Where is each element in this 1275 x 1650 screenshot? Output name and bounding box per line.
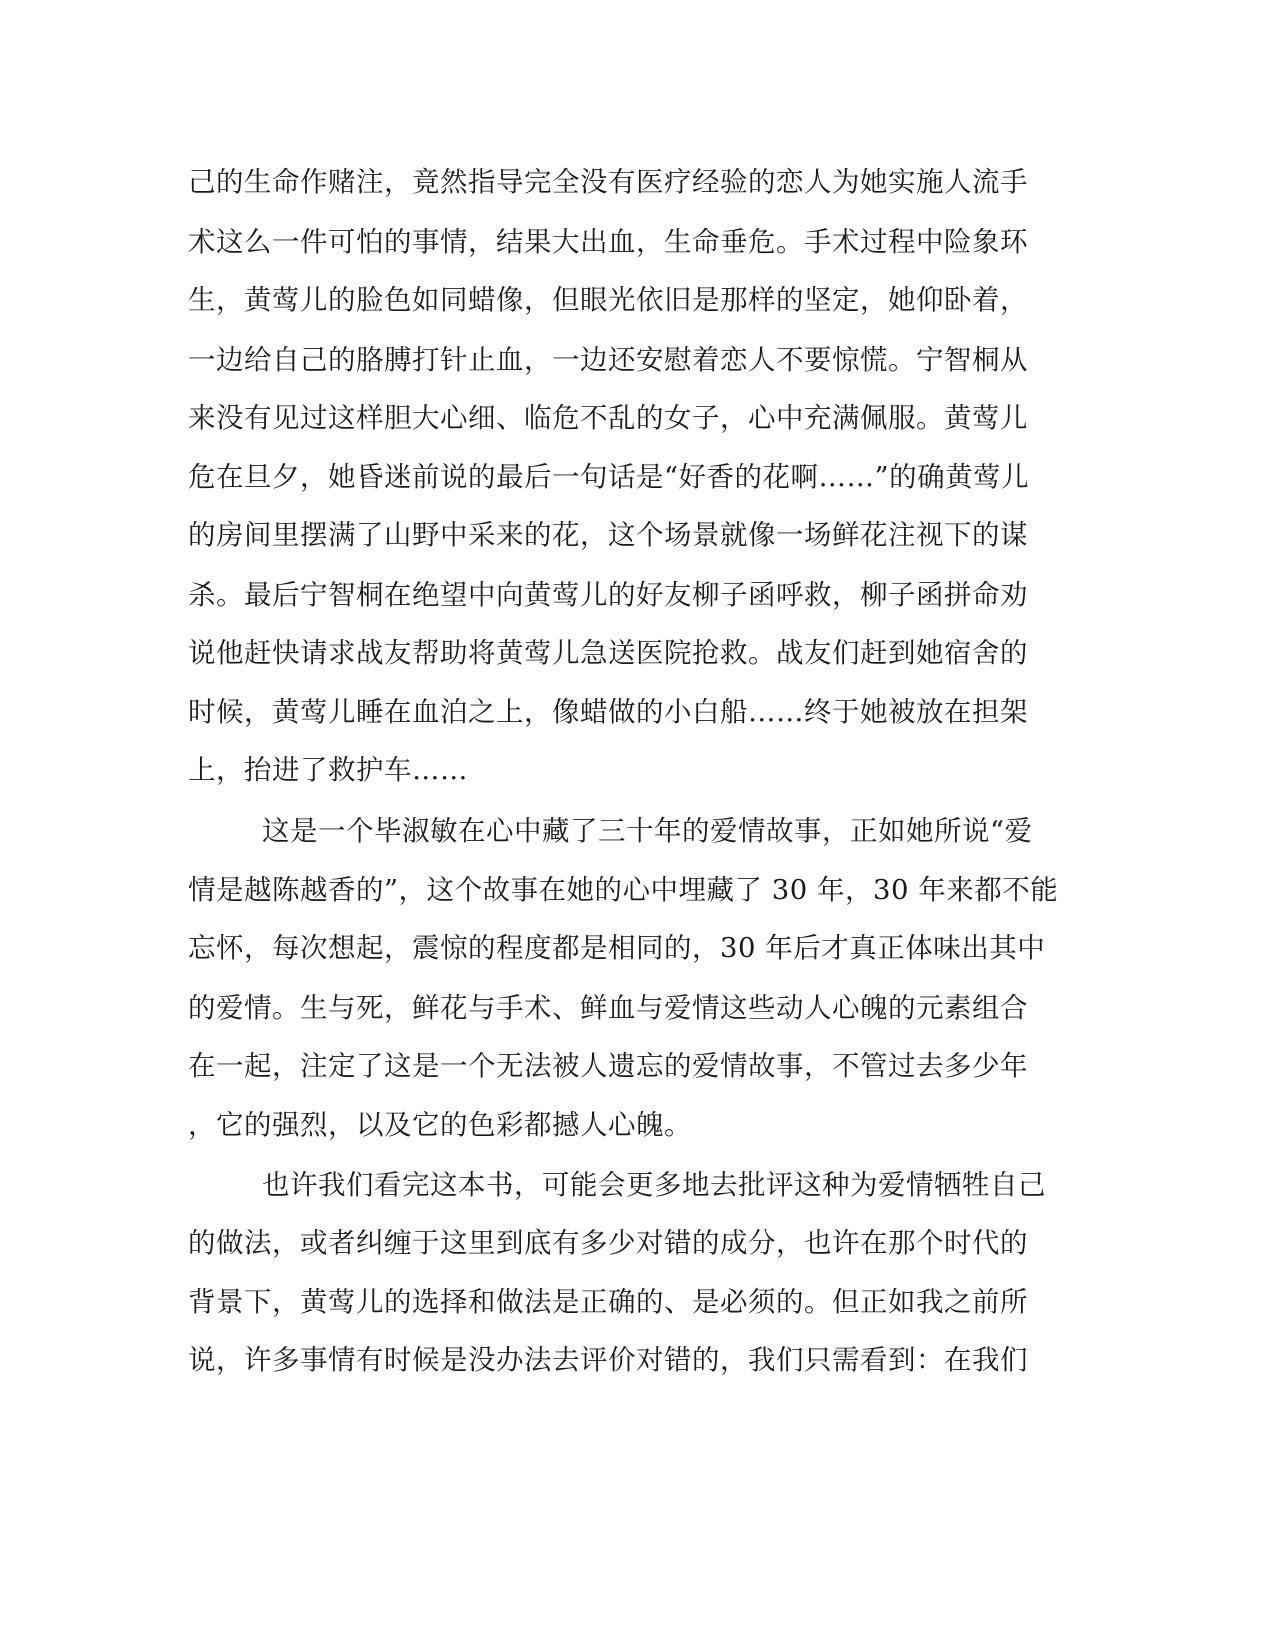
text-line: 杀。最后宁智桐在绝望中向黄莺儿的好友柳子函呼救，柳子函拼命劝 bbox=[188, 579, 1028, 611]
text-line: 说，许多事情有时候是没办法去评价对错的，我们只需看到：在我们 bbox=[188, 1344, 1028, 1376]
text-line: 己的生命作赌注，竟然指导完全没有医疗经验的恋人为她实施人流手 bbox=[188, 166, 1028, 198]
text-line: 说他赶快请求战友帮助将黄莺儿急送医院抢救。战友们赶到她宿舍的 bbox=[188, 637, 1028, 669]
text-line: 的房间里摆满了山野中采来的花，这个场景就像一场鲜花注视下的谋 bbox=[188, 519, 1028, 551]
text-line: 来没有见过这样胆大心细、临危不乱的女子，心中充满佩服。黄莺儿 bbox=[188, 402, 1028, 434]
text-line: 背景下，黄莺儿的选择和做法是正确的、是必须的。但正如我之前所 bbox=[188, 1286, 1028, 1318]
text-line: 术这么一件可怕的事情，结果大出血，生命垂危。手术过程中险象环 bbox=[188, 226, 1028, 258]
text-line: 的爱情。生与死，鲜花与手术、鲜血与爱情这些动人心魄的元素组合 bbox=[188, 992, 1028, 1024]
text-line: 一边给自己的胳膊打针止血，一边还安慰着恋人不要惊慌。宁智桐从 bbox=[188, 344, 1028, 376]
text-line: 忘怀，每次想起，震惊的程度都是相同的，30 年后才真正体味出其中 bbox=[188, 932, 1046, 964]
text-line: 在一起，注定了这是一个无法被人遗忘的爱情故事，不管过去多少年 bbox=[188, 1050, 1028, 1082]
text-line: 情是越陈越香的”，这个故事在她的心中埋藏了 30 年，30 年来都不能 bbox=[188, 874, 1059, 906]
text-line: ，它的强烈，以及它的色彩都撼人心魄。 bbox=[188, 1109, 692, 1141]
paragraph-start-line: 这是一个毕淑敏在心中藏了三十年的爱情故事，正如她所说“爱 bbox=[262, 815, 1033, 847]
text-line: 上，抬进了救护车…… bbox=[188, 754, 468, 786]
text-line: 危在旦夕，她昏迷前说的最后一句话是“好香的花啊……”的确黄莺儿 bbox=[188, 461, 1030, 493]
text-line: 生，黄莺儿的脸色如同蜡像，但眼光依旧是那样的坚定，她仰卧着， bbox=[188, 284, 1028, 316]
text-line: 的做法，或者纠缠于这里到底有多少对错的成分，也许在那个时代的 bbox=[188, 1227, 1028, 1259]
paragraph-start-line: 也许我们看完这本书，可能会更多地去批评这种为爱情牺牲自己 bbox=[262, 1169, 1046, 1201]
text-line: 时候，黄莺儿睡在血泊之上，像蜡做的小白船……终于她被放在担架 bbox=[188, 696, 1028, 728]
